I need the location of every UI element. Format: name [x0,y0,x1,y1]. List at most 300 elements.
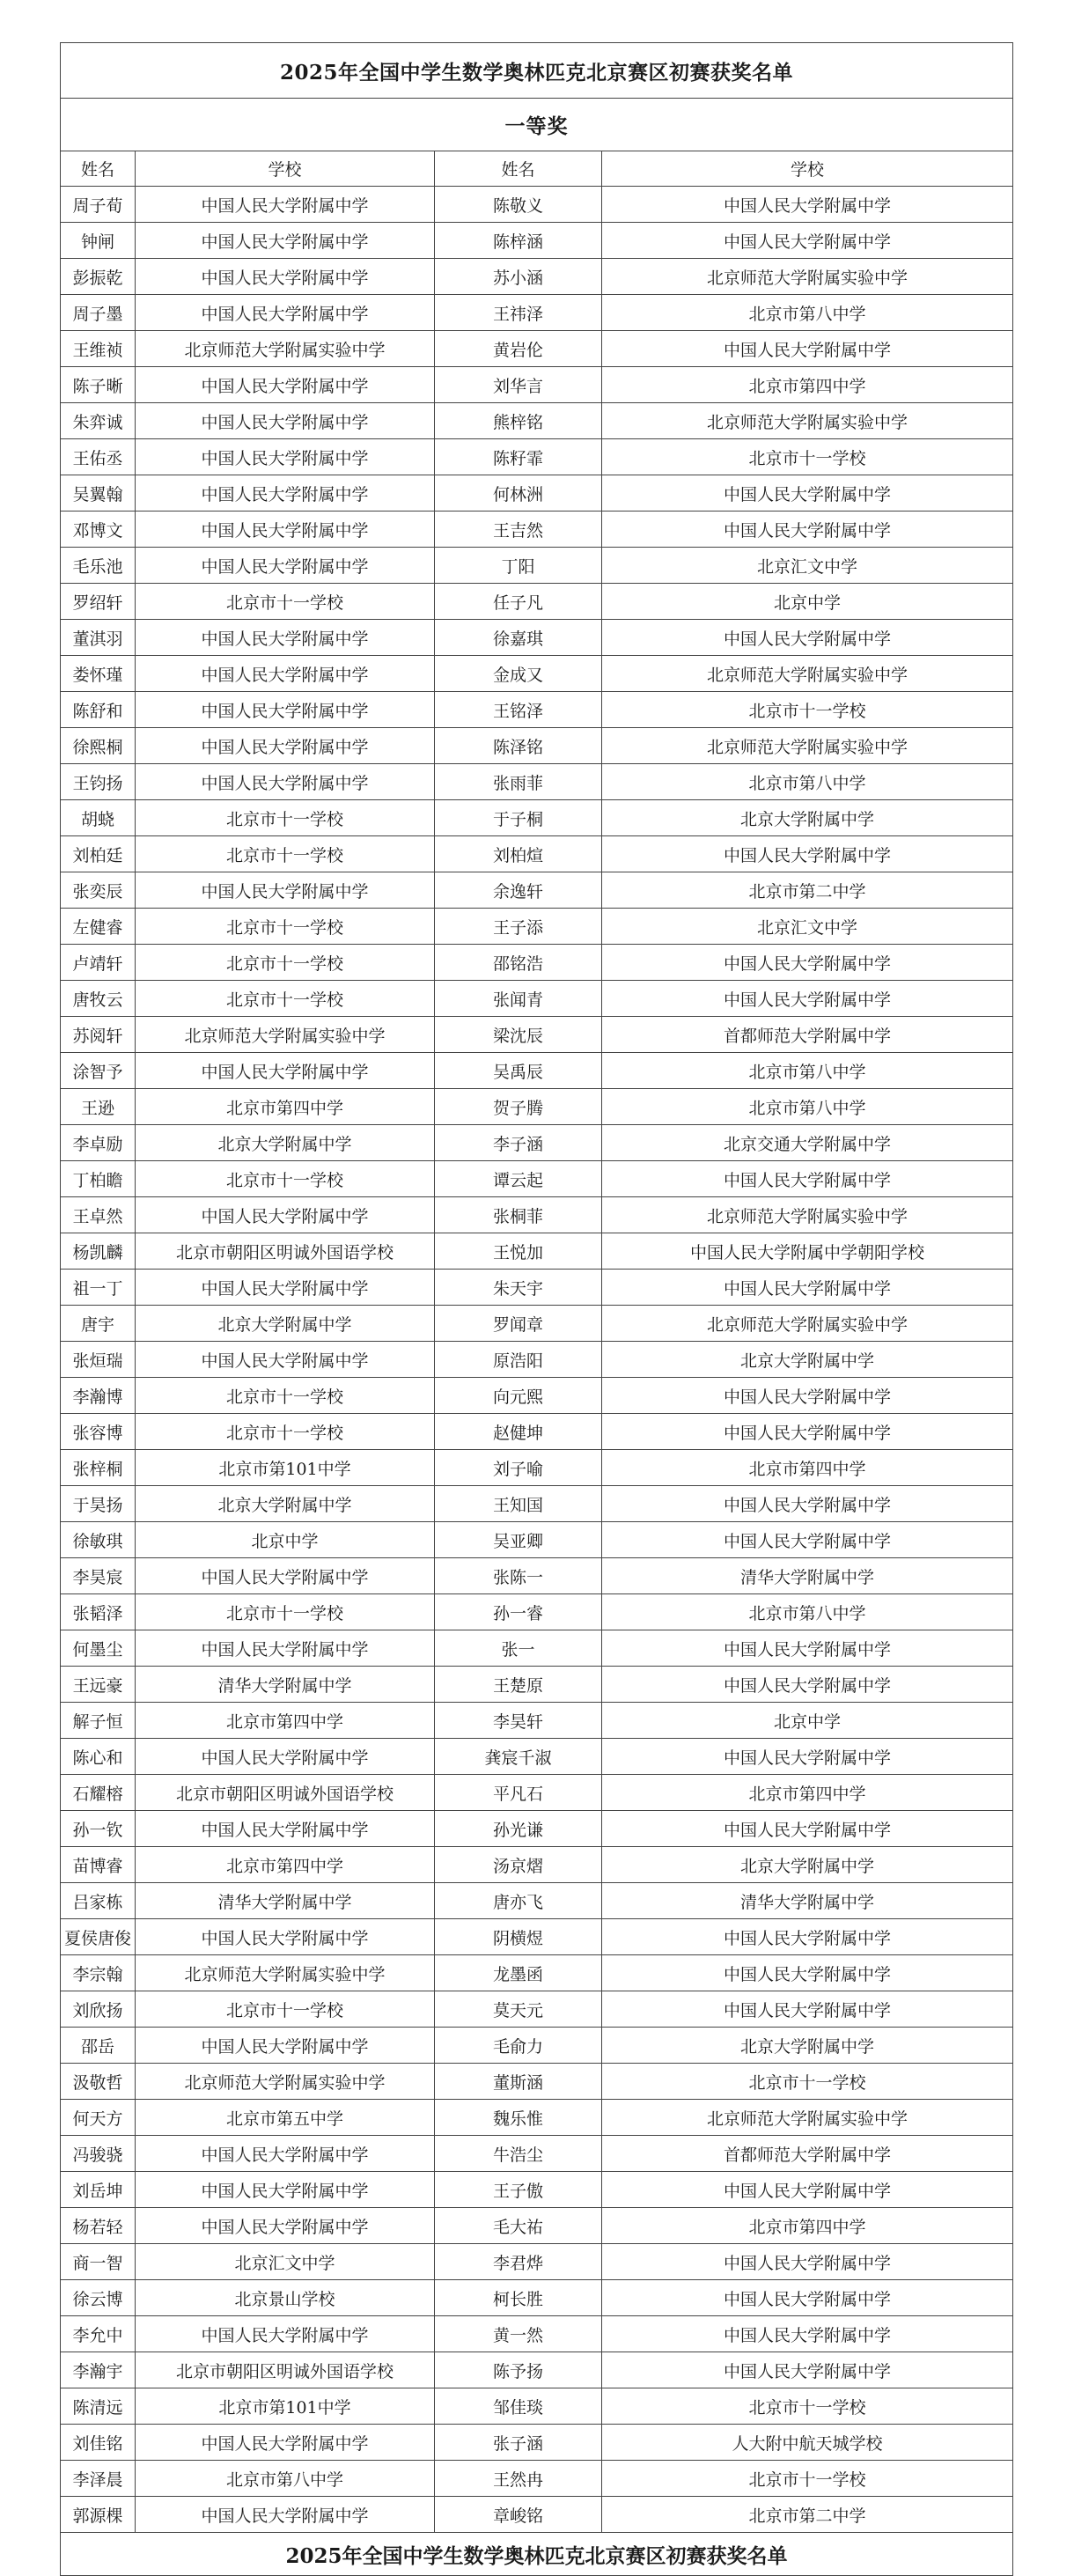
table-row [61,331,1013,367]
student-name-right: 刘子喻 [435,1450,602,1486]
student-name-right: 阴横煜 [435,1919,602,1955]
table-row [61,367,1013,403]
prize-level-heading: 一等奖 [61,99,1013,151]
student-name-right: 熊梓铭 [435,403,602,439]
table-row [61,1486,1013,1522]
table-row [61,1739,1013,1775]
student-name-right: 张子涵 [435,2425,602,2461]
student-name-left: 李昊宸 [61,1558,136,1594]
student-name-right: 吴亚卿 [435,1522,602,1558]
table-row [61,1703,1013,1739]
school-left: 北京市十一学校 [136,584,435,620]
student-name-right: 余逸轩 [435,872,602,909]
table-row [61,1053,1013,1089]
school-left: 中国人民大学附属中学 [136,2028,435,2064]
school-right: 北京大学附属中学 [602,1847,1013,1883]
student-name-right: 王祎泽 [435,295,602,331]
school-right: 中国人民大学附属中学 [602,1919,1013,1955]
student-name-right: 王楚原 [435,1667,602,1703]
student-name-right: 丁阳 [435,548,602,584]
student-name-left: 李卓励 [61,1125,136,1161]
school-right: 北京大学附属中学 [602,800,1013,836]
student-name-right: 莫天元 [435,1991,602,2028]
table-row [61,1775,1013,1811]
table-row [61,475,1013,512]
student-name-right: 孙一睿 [435,1594,602,1630]
school-right: 北京市十一学校 [602,2388,1013,2425]
school-right: 中国人民大学附属中学 [602,475,1013,512]
table-row [61,1955,1013,1991]
school-right: 北京师范大学附属实验中学 [602,2100,1013,2136]
prize-row [61,99,1013,151]
student-name-right: 张陈一 [435,1558,602,1594]
school-left: 中国人民大学附属中学 [136,2316,435,2352]
school-left: 北京市第四中学 [136,1703,435,1739]
table-row [61,295,1013,331]
student-name-left: 杨凯麟 [61,1233,136,1270]
table-row [61,2100,1013,2136]
table-row [61,872,1013,909]
column-header-school-right: 学校 [602,151,1013,187]
school-left: 中国人民大学附属中学 [136,295,435,331]
student-name-right: 平凡石 [435,1775,602,1811]
student-name-left: 吴翼翰 [61,475,136,512]
student-name-right: 刘华言 [435,367,602,403]
school-right: 北京师范大学附属实验中学 [602,1306,1013,1342]
table-row [61,187,1013,223]
student-name-left: 祖一丁 [61,1270,136,1306]
next-page-title-row [61,2533,1013,2576]
school-right: 北京市第二中学 [602,2497,1013,2533]
table-row [61,1378,1013,1414]
school-right: 北京汇文中学 [602,548,1013,584]
table-row [61,1017,1013,1053]
school-left: 北京市第八中学 [136,2461,435,2497]
school-left: 中国人民大学附属中学 [136,2136,435,2172]
table-row [61,403,1013,439]
school-left: 中国人民大学附属中学 [136,223,435,259]
school-right: 北京市十一学校 [602,692,1013,728]
table-row [61,1089,1013,1125]
student-name-left: 刘柏廷 [61,836,136,872]
school-right: 北京中学 [602,1703,1013,1739]
table-row [61,512,1013,548]
school-right: 中国人民大学附属中学 [602,1378,1013,1414]
school-left: 中国人民大学附属中学 [136,1739,435,1775]
student-name-left: 解子恒 [61,1703,136,1739]
student-name-right: 罗闻章 [435,1306,602,1342]
table-row [61,1919,1013,1955]
student-name-left: 孙一钦 [61,1811,136,1847]
table-row [61,1306,1013,1342]
student-name-left: 王维祯 [61,331,136,367]
student-name-left: 苏阅轩 [61,1017,136,1053]
student-name-right: 于子桐 [435,800,602,836]
student-name-right: 柯长胜 [435,2280,602,2316]
school-left: 北京市十一学校 [136,1414,435,1450]
student-name-left: 李宗翰 [61,1955,136,1991]
student-name-left: 商一智 [61,2244,136,2280]
school-right: 北京大学附属中学 [602,2028,1013,2064]
school-right: 中国人民大学附属中学 [602,620,1013,656]
school-left: 北京景山学校 [136,2280,435,2316]
school-left: 北京市十一学校 [136,1161,435,1197]
table-row [61,548,1013,584]
student-name-left: 胡蛲 [61,800,136,836]
student-name-left: 王卓然 [61,1197,136,1233]
student-name-right: 李子涵 [435,1125,602,1161]
student-name-right: 李君烨 [435,2244,602,2280]
school-right: 中国人民大学附属中学 [602,1955,1013,1991]
school-right: 北京市十一学校 [602,439,1013,475]
school-right: 中国人民大学附属中学 [602,512,1013,548]
school-left: 中国人民大学附属中学 [136,728,435,764]
student-name-right: 金成又 [435,656,602,692]
student-name-right: 王吉然 [435,512,602,548]
school-left: 中国人民大学附属中学 [136,656,435,692]
school-right: 首都师范大学附属中学 [602,1017,1013,1053]
student-name-right: 张一 [435,1630,602,1667]
school-left: 中国人民大学附属中学 [136,475,435,512]
student-name-left: 卢靖轩 [61,945,136,981]
student-name-left: 罗绍轩 [61,584,136,620]
school-right: 中国人民大学附属中学 [602,1522,1013,1558]
student-name-right: 王知国 [435,1486,602,1522]
school-right: 人大附中航天城学校 [602,2425,1013,2461]
school-left: 中国人民大学附属中学 [136,1919,435,1955]
table-row [61,1342,1013,1378]
school-right: 北京市第八中学 [602,764,1013,800]
student-name-left: 朱弈诚 [61,403,136,439]
school-left: 中国人民大学附属中学 [136,1197,435,1233]
school-left: 中国人民大学附属中学 [136,1342,435,1378]
award-entries [61,187,1013,2533]
student-name-left: 董淇羽 [61,620,136,656]
school-right: 北京师范大学附属实验中学 [602,259,1013,295]
school-right: 北京市第二中学 [602,872,1013,909]
student-name-left: 徐云博 [61,2280,136,2316]
student-name-left: 石耀榕 [61,1775,136,1811]
student-name-right: 邹佳琰 [435,2388,602,2425]
student-name-right: 龚宸千淑 [435,1739,602,1775]
school-left: 中国人民大学附属中学 [136,548,435,584]
school-left: 北京汇文中学 [136,2244,435,2280]
school-right: 中国人民大学附属中学 [602,2280,1013,2316]
table-row [61,1522,1013,1558]
student-name-right: 董斯涵 [435,2064,602,2100]
student-name-right: 向元熙 [435,1378,602,1414]
student-name-right: 陈梓涵 [435,223,602,259]
school-right: 中国人民大学附属中学 [602,2244,1013,2280]
table-row [61,1125,1013,1161]
school-left: 北京市十一学校 [136,1991,435,2028]
student-name-left: 陈心和 [61,1739,136,1775]
table-row [61,1197,1013,1233]
school-left: 北京市十一学校 [136,1594,435,1630]
student-name-right: 汤京熠 [435,1847,602,1883]
school-left: 北京市十一学校 [136,836,435,872]
school-right: 中国人民大学附属中学 [602,1270,1013,1306]
table-row [61,620,1013,656]
student-name-right: 原浩阳 [435,1342,602,1378]
school-left: 北京市第四中学 [136,1847,435,1883]
student-name-left: 杨若轻 [61,2208,136,2244]
table-row [61,1847,1013,1883]
school-right: 中国人民大学附属中学 [602,1630,1013,1667]
table-row [61,2208,1013,2244]
school-right: 北京市第四中学 [602,1450,1013,1486]
table-row [61,2316,1013,2352]
student-name-right: 苏小涵 [435,259,602,295]
student-name-right: 魏乐惟 [435,2100,602,2136]
student-name-right: 龙墨函 [435,1955,602,1991]
school-right: 中国人民大学附属中学 [602,223,1013,259]
student-name-left: 邓博文 [61,512,136,548]
table-row [61,2028,1013,2064]
student-name-left: 唐宇 [61,1306,136,1342]
table-row [61,439,1013,475]
student-name-left: 彭振乾 [61,259,136,295]
student-name-right: 贺子腾 [435,1089,602,1125]
column-header-name-left: 姓名 [61,151,136,187]
table-row [61,2064,1013,2100]
school-right: 中国人民大学附属中学 [602,187,1013,223]
table-row [61,1811,1013,1847]
student-name-left: 汲敬哲 [61,2064,136,2100]
school-left: 中国人民大学附属中学 [136,1053,435,1089]
student-name-right: 牛浩尘 [435,2136,602,2172]
school-left: 中国人民大学附属中学 [136,259,435,295]
document-title: 2025年全国中学生数学奥林匹克北京赛区初赛获奖名单 [61,43,1013,99]
student-name-left: 徐敏琪 [61,1522,136,1558]
school-right: 首都师范大学附属中学 [602,2136,1013,2172]
student-name-right: 李昊轩 [435,1703,602,1739]
student-name-right: 邵铭浩 [435,945,602,981]
school-right: 中国人民大学附属中学 [602,981,1013,1017]
student-name-right: 章峻铭 [435,2497,602,2533]
school-right: 中国人民大学附属中学 [602,331,1013,367]
school-left: 北京市朝阳区明诚外国语学校 [136,2352,435,2388]
school-right: 北京师范大学附属实验中学 [602,728,1013,764]
student-name-right: 张桐菲 [435,1197,602,1233]
school-left: 北京师范大学附属实验中学 [136,1017,435,1053]
table-row [61,1594,1013,1630]
school-left: 清华大学附属中学 [136,1667,435,1703]
school-left: 中国人民大学附属中学 [136,2497,435,2533]
school-right: 北京市第八中学 [602,1053,1013,1089]
school-left: 中国人民大学附属中学 [136,2425,435,2461]
student-name-right: 任子凡 [435,584,602,620]
table-row [61,1630,1013,1667]
school-right: 北京市第八中学 [602,295,1013,331]
school-right: 中国人民大学附属中学 [602,1667,1013,1703]
student-name-right: 陈予扬 [435,2352,602,2388]
school-left: 北京大学附属中学 [136,1306,435,1342]
school-right: 北京师范大学附属实验中学 [602,403,1013,439]
student-name-right: 陈籽霏 [435,439,602,475]
school-right: 清华大学附属中学 [602,1558,1013,1594]
student-name-left: 丁柏瞻 [61,1161,136,1197]
school-left: 北京市十一学校 [136,800,435,836]
student-name-left: 钟闸 [61,223,136,259]
award-list-sheet [60,42,1012,2576]
student-name-left: 张奕辰 [61,872,136,909]
student-name-right: 毛大祐 [435,2208,602,2244]
table-row [61,2172,1013,2208]
title-row [61,43,1013,99]
table-row [61,1414,1013,1450]
student-name-right: 吴禹辰 [435,1053,602,1089]
student-name-right: 谭云起 [435,1161,602,1197]
school-left: 北京大学附属中学 [136,1125,435,1161]
table-row [61,728,1013,764]
student-name-left: 吕家栋 [61,1883,136,1919]
school-left: 北京市朝阳区明诚外国语学校 [136,1233,435,1270]
student-name-left: 张梓桐 [61,1450,136,1486]
student-name-right: 王然冉 [435,2461,602,2497]
school-left: 北京市十一学校 [136,981,435,1017]
student-name-left: 张容博 [61,1414,136,1450]
student-name-right: 梁沈辰 [435,1017,602,1053]
school-left: 中国人民大学附属中学 [136,367,435,403]
student-name-left: 王钧扬 [61,764,136,800]
student-name-left: 陈清远 [61,2388,136,2425]
student-name-left: 张烜瑞 [61,1342,136,1378]
student-name-left: 苗博睿 [61,1847,136,1883]
table-row [61,1233,1013,1270]
student-name-left: 刘岳坤 [61,2172,136,2208]
student-name-right: 朱天宇 [435,1270,602,1306]
student-name-right: 陈泽铭 [435,728,602,764]
school-left: 北京师范大学附属实验中学 [136,2064,435,2100]
table-row [61,259,1013,295]
student-name-left: 李泽晨 [61,2461,136,2497]
school-left: 中国人民大学附属中学 [136,620,435,656]
student-name-right: 赵健坤 [435,1414,602,1450]
school-right: 北京师范大学附属实验中学 [602,1197,1013,1233]
student-name-right: 黄一然 [435,2316,602,2352]
table-row [61,764,1013,800]
student-name-left: 唐牧云 [61,981,136,1017]
student-name-right: 王子添 [435,909,602,945]
school-left: 清华大学附属中学 [136,1883,435,1919]
student-name-left: 王逊 [61,1089,136,1125]
table-row [61,1161,1013,1197]
table-row [61,1991,1013,2028]
school-left: 北京市十一学校 [136,1378,435,1414]
student-name-left: 徐熙桐 [61,728,136,764]
table-row [61,2352,1013,2388]
school-right: 中国人民大学附属中学 [602,1486,1013,1522]
table-row [61,800,1013,836]
award-table [60,42,1013,2576]
table-row [61,2461,1013,2497]
table-row [61,2244,1013,2280]
table-row [61,1667,1013,1703]
student-name-left: 毛乐池 [61,548,136,584]
school-left: 北京市十一学校 [136,909,435,945]
table-row [61,584,1013,620]
school-left: 中国人民大学附属中学 [136,187,435,223]
student-name-left: 周子墨 [61,295,136,331]
school-right: 北京汇文中学 [602,909,1013,945]
student-name-left: 冯骏骁 [61,2136,136,2172]
student-name-right: 黄岩伦 [435,331,602,367]
student-name-left: 何墨尘 [61,1630,136,1667]
table-row [61,692,1013,728]
school-right: 中国人民大学附属中学 [602,1414,1013,1450]
school-left: 北京市第五中学 [136,2100,435,2136]
student-name-right: 张雨菲 [435,764,602,800]
student-name-right: 陈敬义 [435,187,602,223]
student-name-left: 王远豪 [61,1667,136,1703]
table-row [61,2497,1013,2533]
school-right: 北京中学 [602,584,1013,620]
school-right: 北京市第四中学 [602,1775,1013,1811]
student-name-left: 娄怀瑾 [61,656,136,692]
table-row [61,2280,1013,2316]
school-right: 北京市第四中学 [602,2208,1013,2244]
school-right: 中国人民大学附属中学 [602,836,1013,872]
school-right: 中国人民大学附属中学 [602,1739,1013,1775]
school-left: 中国人民大学附属中学 [136,1630,435,1667]
student-name-left: 左健睿 [61,909,136,945]
student-name-left: 夏侯唐俊 [61,1919,136,1955]
school-left: 北京中学 [136,1522,435,1558]
table-row [61,836,1013,872]
student-name-left: 陈子晰 [61,367,136,403]
school-right: 中国人民大学附属中学 [602,945,1013,981]
school-right: 中国人民大学附属中学 [602,2352,1013,2388]
student-name-right: 孙光谦 [435,1811,602,1847]
column-header-school-left: 学校 [136,151,435,187]
student-name-right: 徐嘉琪 [435,620,602,656]
table-row [61,2388,1013,2425]
school-left: 北京师范大学附属实验中学 [136,331,435,367]
school-right: 北京交通大学附属中学 [602,1125,1013,1161]
table-row [61,909,1013,945]
student-name-left: 张韬泽 [61,1594,136,1630]
school-left: 北京师范大学附属实验中学 [136,1955,435,1991]
table-row [61,2136,1013,2172]
table-row [61,1270,1013,1306]
table-row [61,1450,1013,1486]
table-row [61,2425,1013,2461]
student-name-right: 唐亦飞 [435,1883,602,1919]
next-page-title: 2025年全国中学生数学奥林匹克北京赛区初赛获奖名单 [61,2533,1013,2576]
student-name-left: 陈舒和 [61,692,136,728]
school-left: 中国人民大学附属中学 [136,1558,435,1594]
school-right: 北京师范大学附属实验中学 [602,656,1013,692]
school-left: 中国人民大学附属中学 [136,1811,435,1847]
column-header-row [61,151,1013,187]
student-name-right: 刘柏煊 [435,836,602,872]
table-row [61,1883,1013,1919]
student-name-left: 涂智予 [61,1053,136,1089]
school-left: 中国人民大学附属中学 [136,439,435,475]
column-header-name-right: 姓名 [435,151,602,187]
student-name-right: 何林洲 [435,475,602,512]
table-row [61,945,1013,981]
student-name-right: 张闻青 [435,981,602,1017]
student-name-left: 邵岳 [61,2028,136,2064]
school-left: 中国人民大学附属中学 [136,403,435,439]
school-right: 北京市第四中学 [602,367,1013,403]
table-row [61,223,1013,259]
school-left: 北京市第四中学 [136,1089,435,1125]
school-right: 中国人民大学附属中学 [602,2316,1013,2352]
student-name-right: 毛俞力 [435,2028,602,2064]
